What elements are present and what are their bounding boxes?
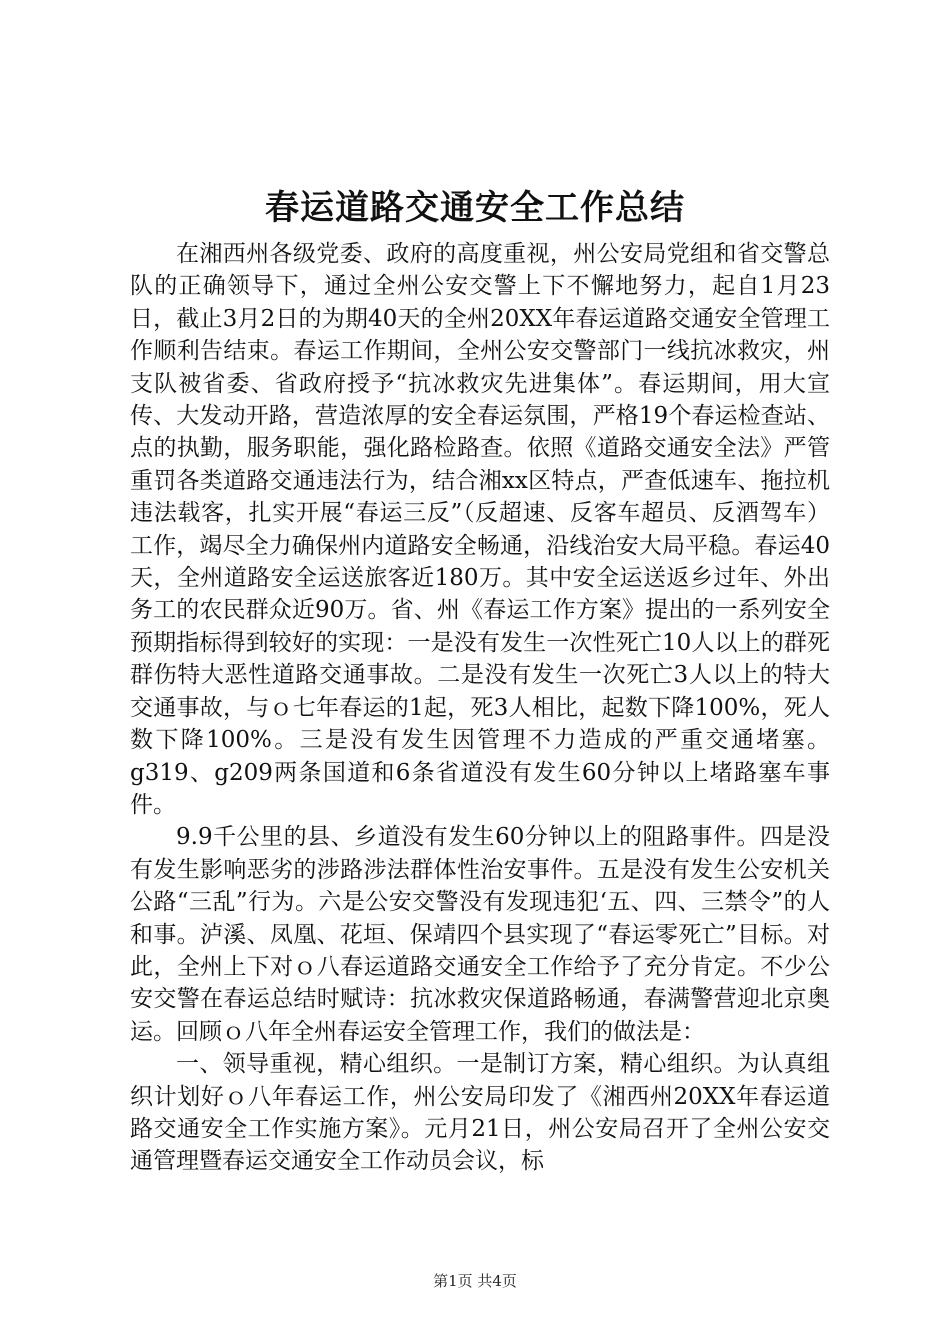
body-paragraph: 一、领导重视，精心组织。一是制订方案，精心组织。为认真组织计划好ｏ八年春运工作，州公安局印发了《湘西州20XX年春运道路交通安全工作实施方案》。元月21日，州公安局召开了全州公安交通管理暨春运交通安全工作动员会议，标 — [130, 1051, 830, 1175]
body-paragraph: 在湘西州各级党委、政府的高度重视，州公安局党组和省交警总队的正确领导下，通过全州公安交警上下不懈地努力，起自1月23日，截止3月2日的为期40天的全州20XX年春运道路交通安全管理工作顺利告结束。春运工作期间，全州公安交警部门一线抗冰救灾，州支队被省委、省政府授予“抗冰救灾先进集体”。春运期间，用大宣传、大发动开路，营造浓厚的安全春运氛围，严格19个春运检查站、点的执勤，服务职能，强化路检路查。依照《道路交通安全法》严管重罚各类道路交通违法行为，结合湘xx区特点，严查低速车、拖拉机违法载客，扎实开展“春运三反”（反超速、反客车超员、反酒驾车）工作，竭尽全力确保州内道路安全畅通，沿线治安大局平稳。春运40天，全州道路安全运送旅客近180万。其中安全运送返乡过年、外出务工的农民群众近90万。省、州《春运工作方案》提出的一系列安全预期指标得到较好的实现：一是没有发生一次性死亡10人以上的群死群伤特大恶性道路交通事故。二是没有发生一次死亡3人以上的特大交通事故，与ｏ七年春运的1起，死3人相比，起数下降100%，死人数下降100%。三是没有发生因管理不力造成的严重交通堵塞。g319、g209两条国道和6条省道没有发生60分钟以上堵路塞车事件。 — [130, 241, 830, 818]
document-title: 春运道路交通安全工作总结 — [265, 188, 685, 228]
document-body — [130, 238, 830, 1178]
page-number: 第1页 共4页 — [433, 1272, 517, 1290]
body-paragraph: 9.9千公里的县、乡道没有发生60分钟以上的阻路事件。四是没有发生影响恶劣的涉路涉法群体性治安事件。五是没有发生公安机关公路“三乱”行为。六是公安交警没有发现违犯‘五、四、三禁令”的人和事。泸溪、凤凰、花垣、保靖四个县实现了“春运零死亡”目标。对此，全州上下对ｏ八春运道路交通安全工作给予了充分肯定。不少公安交警在春运总结时赋诗：抗冰救灾保道路畅通，春满警营迎北京奥运。回顾ｏ八年全州春运安全管理工作，我们的做法是： — [130, 824, 830, 1045]
page-footer — [0, 1270, 950, 1291]
